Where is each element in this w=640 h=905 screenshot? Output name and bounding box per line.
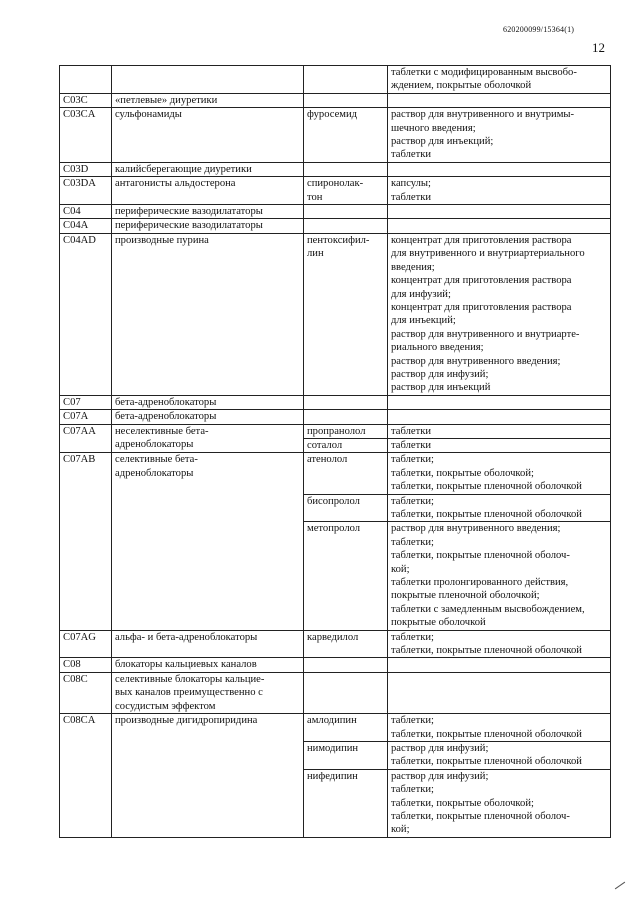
atc-code-cell: C07 [60, 395, 112, 409]
dosage-forms-cell [388, 522, 611, 630]
dosage-form: раствор для инфузий; [391, 368, 489, 380]
dosage-forms-cell [388, 93, 611, 107]
dosage-forms-cell [388, 233, 611, 395]
dosage-forms-cell [388, 424, 611, 438]
dosage-form: концентрат для приготовления раствора для инъекций; [391, 301, 572, 327]
dosage-form: раствор для инъекций [391, 382, 491, 394]
drug-name-cell: атенолол [304, 453, 388, 494]
dosage-forms-cell [388, 108, 611, 163]
dosage-form: раствор для инфузий; [391, 770, 489, 782]
dosage-forms-cell [388, 672, 611, 713]
dosage-form: таблетки; [391, 454, 434, 466]
atc-group-cell: антагонисты альдостерона [112, 177, 304, 205]
atc-code-cell: C07AA [60, 424, 112, 453]
atc-code-cell [60, 66, 112, 94]
drug-name-cell: амлодипин [304, 714, 388, 742]
table-row [60, 424, 611, 438]
dosage-form: таблетки [391, 439, 432, 451]
atc-code-cell: C04 [60, 205, 112, 219]
dosage-form: таблетки, покрытые пленочной оболочкой [391, 509, 582, 520]
atc-code-cell: C08CA [60, 714, 112, 838]
table-row [60, 453, 611, 494]
document-id: 620200099/15364(1) [503, 25, 575, 34]
dosage-forms-cell [388, 769, 611, 837]
dosage-form: таблетки, покрытые пленочной оболоч- кой; [391, 810, 570, 836]
table-row [60, 395, 611, 409]
drug-name-cell: спиронолак- тон [304, 177, 388, 205]
dosage-form: раствор для инъекций; [391, 136, 494, 148]
atc-code-cell: C07AG [60, 630, 112, 658]
atc-code-cell: C03CA [60, 108, 112, 163]
dosage-form: таблетки; [391, 631, 434, 643]
dosage-form: раствор для внутривенного и внутримы- шечного введения; [391, 109, 575, 134]
table-row [60, 410, 611, 424]
atc-group-cell: периферические вазодилататоры [112, 205, 304, 219]
atc-code-cell: C03C [60, 93, 112, 107]
atc-group-cell: калийсберегающие диуретики [112, 162, 304, 176]
dosage-forms-cell [388, 741, 611, 769]
dosage-form: таблетки [391, 149, 432, 161]
dosage-forms-cell [388, 162, 611, 176]
table-row [60, 66, 611, 94]
dosage-form: таблетки [391, 191, 432, 203]
atc-table [59, 65, 611, 838]
table-row [60, 108, 611, 163]
atc-code-cell: C04A [60, 219, 112, 233]
dosage-form: таблетки, покрытые пленочной оболочкой [391, 728, 582, 740]
atc-group-cell: производные пурина [112, 233, 304, 395]
drug-name-cell: соталол [304, 438, 388, 452]
drug-name-cell [304, 219, 388, 233]
dosage-forms-cell [388, 453, 611, 494]
atc-code-cell: C07A [60, 410, 112, 424]
table-row [60, 177, 611, 205]
dosage-forms-cell [388, 714, 611, 742]
atc-group-cell [112, 66, 304, 94]
dosage-form: концентрат для приготовления раствора для инфузий; [391, 275, 572, 300]
drug-name-cell [304, 395, 388, 409]
atc-code-cell: C08 [60, 658, 112, 672]
atc-group-cell: «петлевые» диуретики [112, 93, 304, 107]
dosage-forms-cell [388, 658, 611, 672]
atc-code-cell: C04AD [60, 233, 112, 395]
table-row [60, 714, 611, 742]
atc-group-cell: производные дигидропиридина [112, 714, 304, 838]
table-row [60, 93, 611, 107]
drug-name-cell: карведилол [304, 630, 388, 658]
dosage-form: таблетки, покрытые оболочкой; [391, 797, 534, 809]
dosage-form: таблетки [391, 425, 432, 437]
dosage-forms-cell [388, 395, 611, 409]
page-number: 12 [592, 40, 605, 55]
dosage-form: таблетки, покрытые пленочной оболоч- кой; [391, 550, 570, 575]
atc-code-cell: C07AB [60, 453, 112, 630]
drug-name-cell: фуросемид [304, 108, 388, 163]
dosage-forms-cell [388, 630, 611, 658]
atc-group-cell: сульфонамиды [112, 108, 304, 163]
table-row [60, 233, 611, 395]
drug-name-cell [304, 672, 388, 713]
drug-name-cell [304, 658, 388, 672]
drug-name-cell [304, 66, 388, 94]
dosage-form: таблетки; [391, 536, 434, 548]
dosage-forms-cell [388, 219, 611, 233]
drug-name-cell [304, 162, 388, 176]
dosage-form: таблетки с замедленным высвобождением, покрытые оболочкой [391, 603, 585, 629]
table-row [60, 672, 611, 713]
table-row [60, 205, 611, 219]
atc-group-cell: блокаторы кальциевых каналов [112, 658, 304, 672]
drug-name-cell: бисопролол [304, 494, 388, 522]
table-row [60, 630, 611, 658]
drug-name-cell [304, 410, 388, 424]
atc-group-cell: селективные бета- адреноблокаторы [112, 453, 304, 630]
dosage-forms-cell [388, 410, 611, 424]
dosage-form: таблетки, покрытые пленочной оболочкой [391, 756, 582, 768]
dosage-form: таблетки, покрытые пленочной оболочкой [391, 481, 582, 493]
dosage-form: раствор для внутривенного введения; [391, 355, 561, 367]
dosage-form: капсулы; [391, 178, 431, 190]
dosage-forms-cell [388, 66, 611, 94]
scan-mark [615, 882, 625, 890]
dosage-form: таблетки, покрытые пленочной оболочкой [391, 645, 582, 657]
dosage-forms-cell [388, 494, 611, 522]
drug-name-cell [304, 93, 388, 107]
atc-group-cell: бета-адреноблокаторы [112, 410, 304, 424]
drug-name-cell: пентоксифил- лин [304, 233, 388, 395]
atc-group-cell: неселективные бета- адреноблокаторы [112, 424, 304, 453]
dosage-form: концентрат для приготовления раствора для внутривенного и внутриартериального введения; [391, 234, 585, 273]
dosage-form: таблетки; [391, 715, 434, 727]
table-row [60, 162, 611, 176]
dosage-form: раствор для инфузий; [391, 742, 489, 754]
dosage-form: раствор для внутривенного и внутриарте- риального введения; [391, 328, 580, 354]
atc-group-cell: альфа- и бета-адреноблокаторы [112, 630, 304, 658]
drug-name-cell: нимодипин [304, 741, 388, 769]
dosage-form: таблетки; [391, 495, 434, 507]
table-row [60, 219, 611, 233]
atc-group-cell: периферические вазодилататоры [112, 219, 304, 233]
atc-group-cell: селективные блокаторы кальцие- вых каналов преимущественно с сосудистым эффектом [112, 672, 304, 713]
atc-code-cell: C08C [60, 672, 112, 713]
table-row [60, 658, 611, 672]
drug-name-cell: метопролол [304, 522, 388, 630]
dosage-form: раствор для внутривенного введения; [391, 523, 561, 535]
drug-name-cell: нифедипин [304, 769, 388, 837]
drug-name-cell: пропранолол [304, 424, 388, 438]
drug-name-cell [304, 205, 388, 219]
dosage-forms-cell [388, 205, 611, 219]
dosage-form: таблетки; [391, 784, 434, 796]
dosage-form: таблетки, покрытые оболочкой; [391, 467, 534, 479]
dosage-form: таблетки пролонгированного действия, покрытые пленочной оболочкой; [391, 577, 569, 602]
atc-code-cell: C03DA [60, 177, 112, 205]
dosage-forms-cell [388, 438, 611, 452]
atc-code-cell: C03D [60, 162, 112, 176]
atc-group-cell: бета-адреноблокаторы [112, 395, 304, 409]
dosage-form: таблетки с модифицированным высвобо- ждением, покрытые оболочкой [391, 67, 577, 92]
dosage-forms-cell [388, 177, 611, 205]
